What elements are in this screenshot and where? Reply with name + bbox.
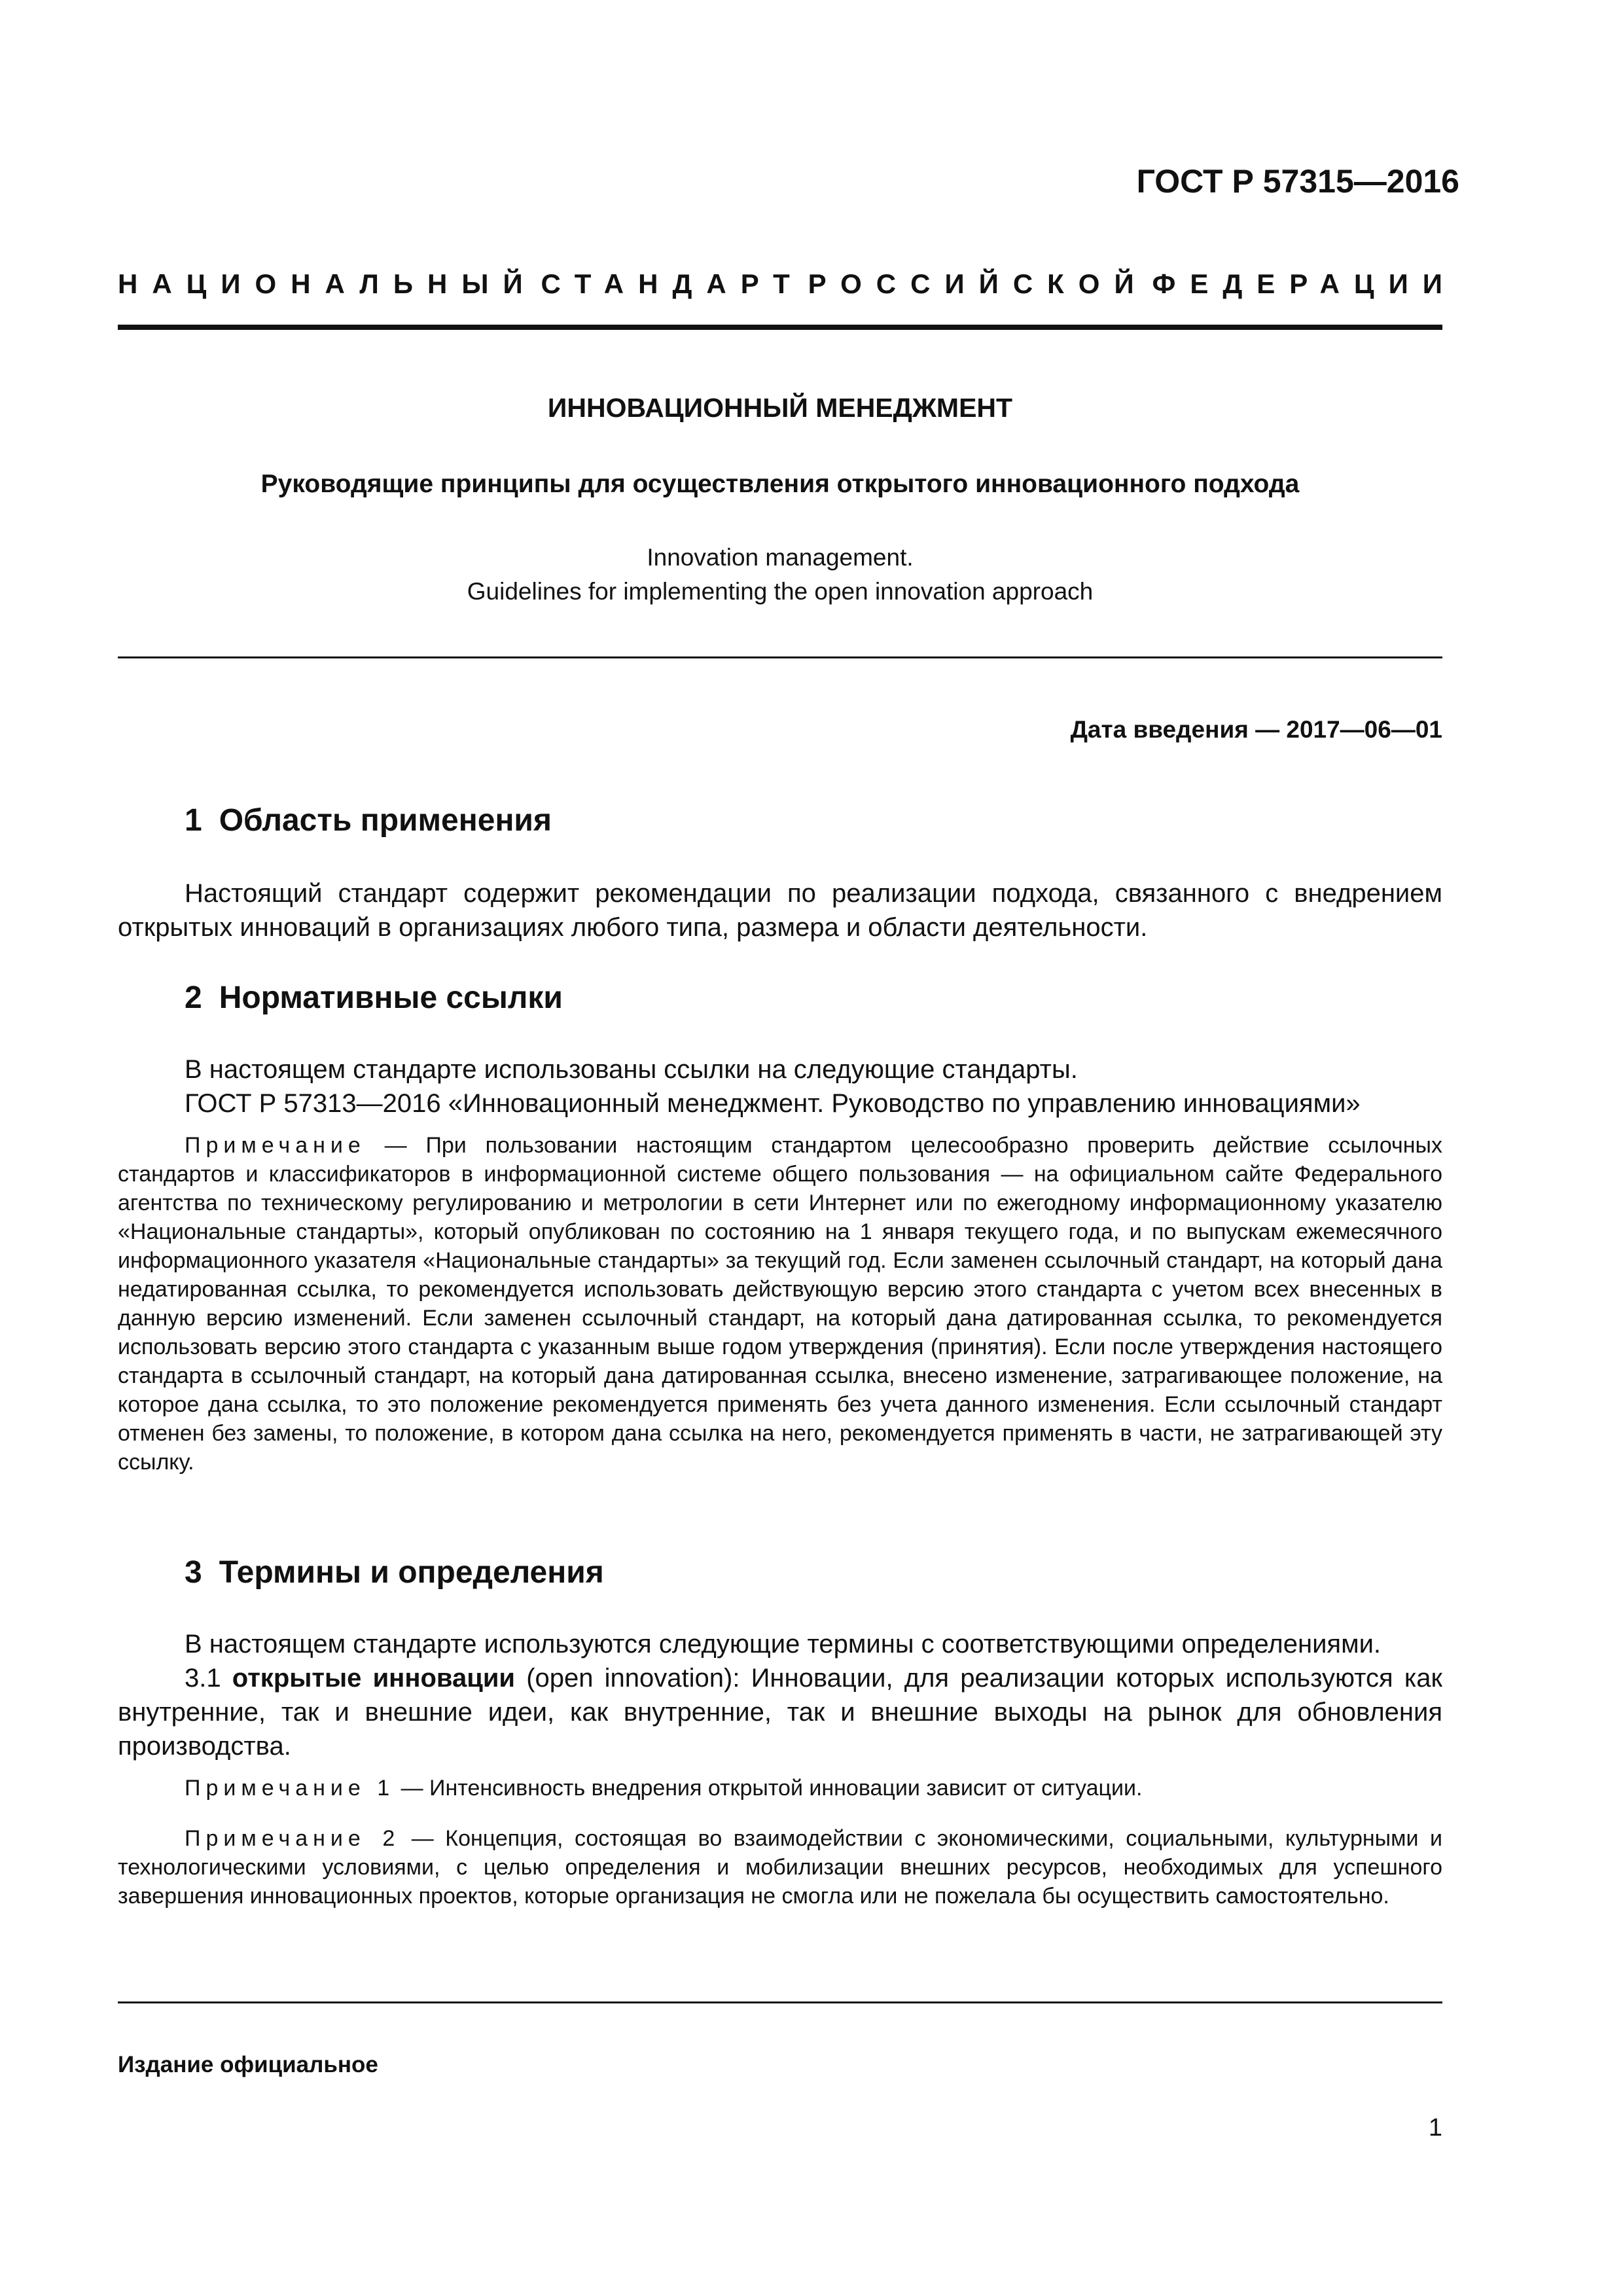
document-title: ИННОВАЦИОННЫЙ МЕНЕДЖМЕНТ xyxy=(547,393,1013,423)
section-paragraph: Настоящий стандарт содержит рекомендации по реализации подхода, связанного с внедрением открытых инноваций в организациях любого типа, размера и области деятельности. xyxy=(118,879,1442,942)
header-word: СТАНДАРТ xyxy=(541,268,804,299)
section-paragraph: В настоящем стандарте используются следующие термины с соответствующими определениями. xyxy=(185,1630,1382,1659)
note-label: Примечание xyxy=(185,1133,366,1158)
header-divider xyxy=(118,325,1442,330)
note xyxy=(118,1131,1442,1477)
section-title: Термины и определения xyxy=(219,1555,604,1590)
section-heading xyxy=(185,1554,604,1590)
note-label: Примечание 1 xyxy=(185,1776,395,1801)
term: открытые инновации xyxy=(232,1664,516,1693)
english-title-line: Guidelines for implementing the open innovation approach xyxy=(467,578,1094,605)
section-paragraph: В настоящем стандарте использованы ссылки на следующие стандарты. xyxy=(185,1055,1078,1084)
page-number: 1 xyxy=(1428,2114,1442,2142)
note-text: — При пользовании настоящим стандартом целесообразно проверить действие ссылочных стандартов и классификаторов в информационной системе общего пользования — на официальном сайте Федерального агентства по техническому регулированию и метрологии в сети Интернет или по ежегодному информационному указателю «Национальные стандарты», который опубликован по состоянию на 1 января текущего года, и по выпускам ежемесячного информационного указателя «Национальные стандарты» за текущий год. Если заменен ссылочный стандарт, на который дана недатированная ссылка, то рекомендуется использовать действующую версию этого стандарта с учетом всех внесенных в данную версию изменений. Если заменен ссылочный стандарт, на который дана датированная ссылка, то рекомендуется использовать версию этого стандарта с указанным выше годом утверждения (принятия). Если после утверждения настоящего стандарта в ссылочный стандарт, на который дана датированная ссылка, внесено изменение, затрагивающее положение, на которое дана ссылка, то это положение рекомендуется применять без учета данного изменения. Если ссылочный стандарт отменен без замены, то положение, в котором дана ссылка на него, рекомендуется применять в части, не затрагивающей эту ссылку. xyxy=(118,1133,1442,1475)
note-text: — Концепция, состоящая во взаимодействии с экономическими, социальными, культурными и технологическими условиями, с целью определения и мобилизации внешних ресурсов, необходимых для успешного завершения инновационных проектов, которые организация не смогла или не пожелала бы осуществить самостоятельно. xyxy=(118,1826,1442,1909)
title-divider xyxy=(118,656,1442,658)
national-standard-header xyxy=(118,268,1457,300)
section-title: Нормативные ссылки xyxy=(219,980,563,1015)
header-word: РОССИЙСКОЙ xyxy=(808,268,1149,299)
section-heading xyxy=(185,980,563,1016)
section-number: 3 xyxy=(185,1555,202,1590)
note-label: Примечание 2 xyxy=(185,1826,401,1851)
official-edition-label: Издание официальное xyxy=(118,2052,378,2077)
section-title: Область применения xyxy=(219,803,552,838)
footer-divider xyxy=(118,2001,1442,2003)
note xyxy=(118,1774,1442,1803)
section-number: 2 xyxy=(185,980,202,1015)
term-number: 3.1 xyxy=(185,1664,221,1693)
header-word: НАЦИОНАЛЬНЫЙ xyxy=(118,268,537,299)
intro-date: Дата введения — 2017—06—01 xyxy=(1070,716,1442,743)
reference-entry: ГОСТ Р 57313—2016 «Инновационный менеджмент. Руководство по управлению инновациями» xyxy=(185,1089,1361,1118)
header-word: ФЕДЕРАЦИИ xyxy=(1152,268,1457,299)
note-text: — Интенсивность внедрения открытой инновации зависит от ситуации. xyxy=(395,1776,1143,1801)
english-title xyxy=(118,541,1442,609)
note xyxy=(118,1824,1442,1910)
section-number: 1 xyxy=(185,803,202,838)
term-definition xyxy=(118,1661,1442,1763)
definition-text: Инновации, для реализации которых используются как внутренние, так и внешние идеи, как внутренние, так и внешние выходы на рынок для обновления производства. xyxy=(118,1664,1442,1761)
term-english: (open innovation): xyxy=(526,1664,740,1693)
document-subtitle: Руководящие принципы для осуществления открытого инновационного подхода xyxy=(260,470,1300,498)
standard-number: ГОСТ Р 57315—2016 xyxy=(1136,163,1459,200)
english-title-line: Innovation management. xyxy=(647,544,914,571)
section-heading xyxy=(185,802,552,838)
